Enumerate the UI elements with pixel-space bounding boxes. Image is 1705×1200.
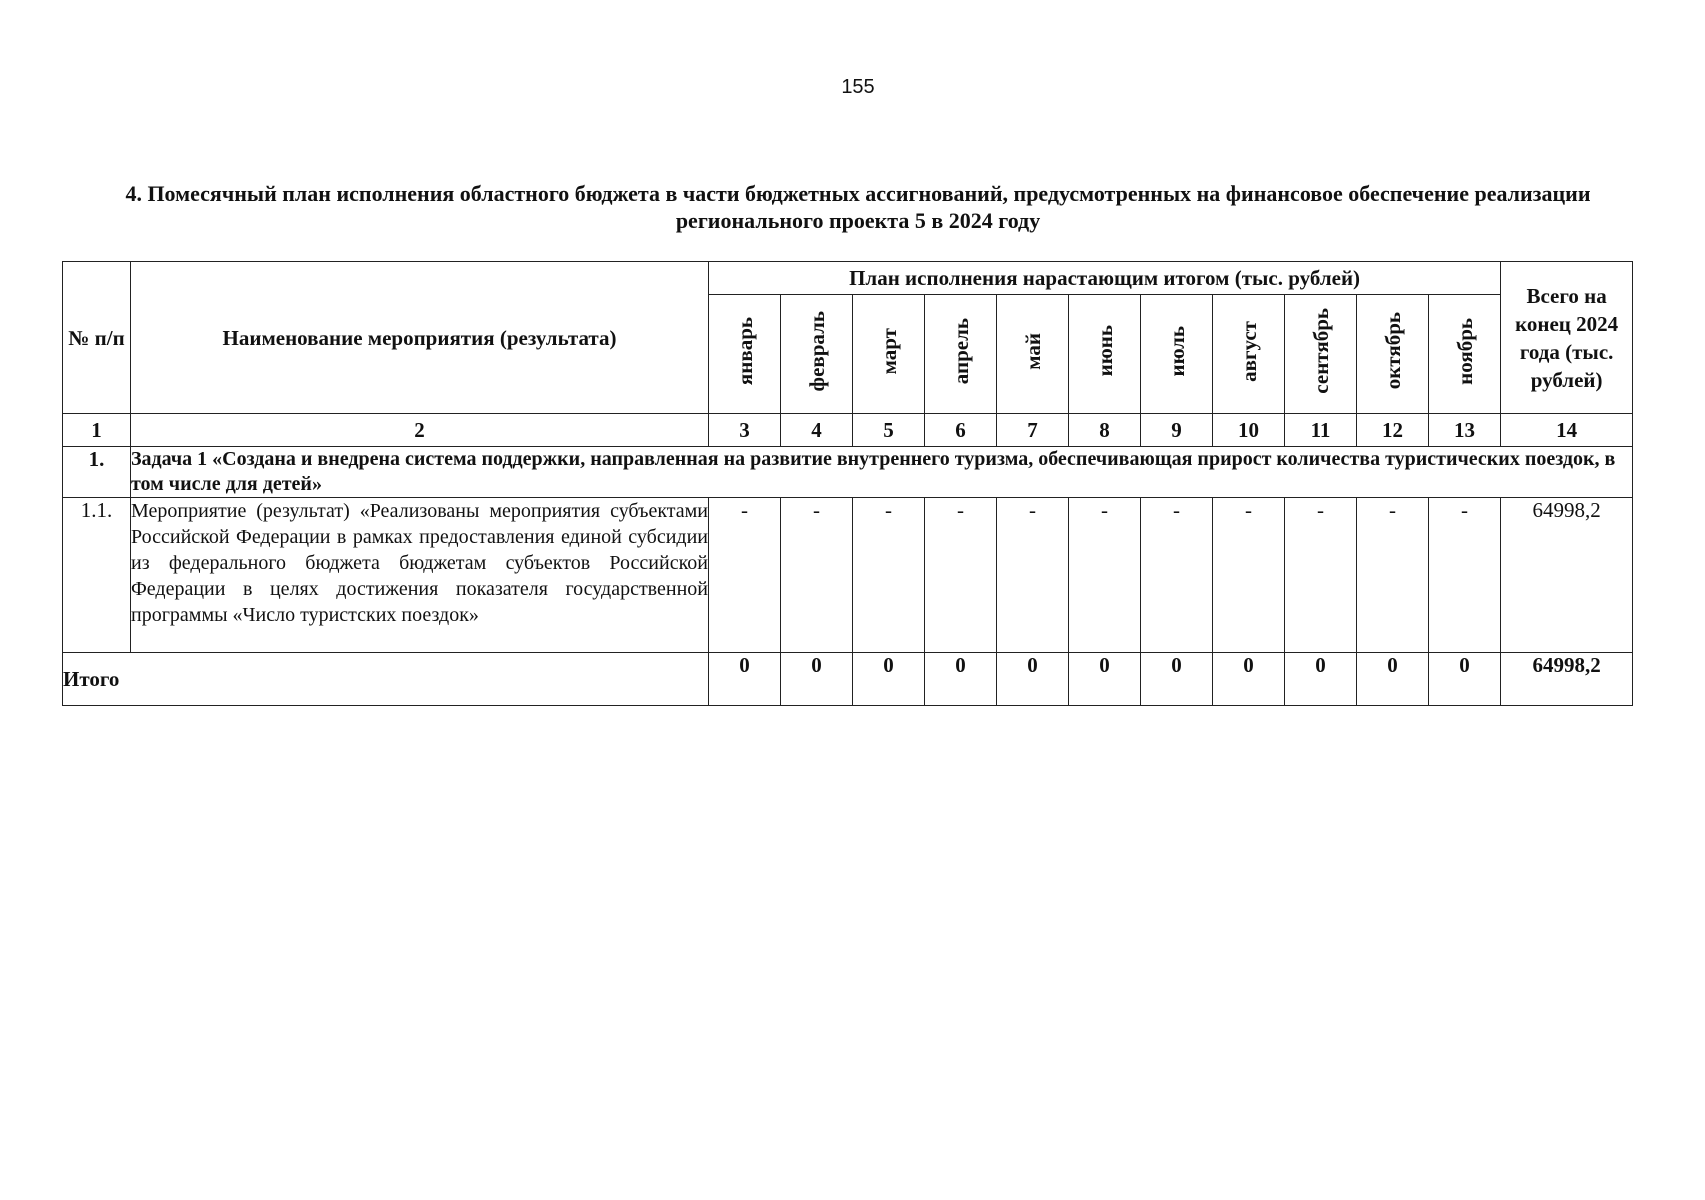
header-name: Наименование мероприятия (результата) [131, 262, 709, 414]
column-number-cell: 4 [781, 414, 853, 447]
totals-row [63, 653, 1633, 706]
item-month-value: - [709, 498, 781, 653]
task-number: 1. [63, 447, 131, 498]
item-row [63, 498, 1633, 653]
item-month-value: - [1357, 498, 1429, 653]
item-month-value: - [1141, 498, 1213, 653]
item-month-value: - [1285, 498, 1357, 653]
month-header-cell [781, 295, 853, 414]
totals-label: Итого [63, 653, 709, 706]
column-number-cell: 2 [131, 414, 709, 447]
item-month-value: - [997, 498, 1069, 653]
totals-month-value: 0 [1069, 653, 1141, 706]
month-header-cell [709, 295, 781, 414]
column-number-cell: 3 [709, 414, 781, 447]
month-header-cell [1429, 295, 1501, 414]
month-header-cell [1069, 295, 1141, 414]
totals-month-value: 0 [1429, 653, 1501, 706]
totals-month-value: 0 [925, 653, 997, 706]
month-header-cell [1357, 295, 1429, 414]
item-text: Мероприятие (результат) «Реализованы мероприятия субъектами Российской Федерации в рамках предоставления единой субсидии из федерального бюджета бюджетам субъектов Российской Федерации в целях достижения показателя государственной программы «Число туристских поездок» [131, 498, 709, 653]
column-number-cell: 8 [1069, 414, 1141, 447]
item-month-value: - [1429, 498, 1501, 653]
column-number-cell: 13 [1429, 414, 1501, 447]
column-number-cell: 10 [1213, 414, 1285, 447]
column-number-cell: 14 [1501, 414, 1633, 447]
page-number: 155 [841, 76, 875, 98]
month-header-cell [1213, 295, 1285, 414]
task-row [63, 447, 1633, 498]
totals-month-value: 0 [709, 653, 781, 706]
month-header-label: февраль [804, 310, 829, 392]
totals-grand-value: 64998,2 [1501, 653, 1633, 706]
totals-month-value: 0 [997, 653, 1069, 706]
header-row [63, 262, 1633, 295]
month-header-cell [1141, 295, 1213, 414]
budget-plan-table [62, 261, 1633, 706]
month-header-label: сентябрь [1308, 308, 1333, 394]
header-num: № п/п [63, 262, 131, 414]
totals-month-value: 0 [1285, 653, 1357, 706]
column-number-cell: 6 [925, 414, 997, 447]
month-header-label: октябрь [1380, 312, 1405, 390]
column-number-cell: 7 [997, 414, 1069, 447]
item-total-value: 64998,2 [1501, 498, 1633, 653]
month-header-label: апрель [948, 317, 973, 385]
item-month-value: - [1213, 498, 1285, 653]
month-header-label: март [876, 327, 901, 375]
totals-month-value: 0 [781, 653, 853, 706]
item-month-value: - [853, 498, 925, 653]
column-number-cell: 11 [1285, 414, 1357, 447]
month-header-label: июнь [1092, 325, 1117, 377]
totals-month-value: 0 [1141, 653, 1213, 706]
totals-month-value: 0 [1357, 653, 1429, 706]
month-header-cell [925, 295, 997, 414]
item-month-value: - [781, 498, 853, 653]
document-title: 4. Помесячный план исполнения областного бюджета в части бюджетных ассигнований, предусмотренных на финансовое обеспечение реализации регионального проекта 5 в 2024 году [125, 181, 1591, 233]
column-numbers-row [63, 414, 1633, 447]
item-month-value: - [925, 498, 997, 653]
item-month-value: - [1069, 498, 1141, 653]
month-header-cell [853, 295, 925, 414]
column-number-cell: 5 [853, 414, 925, 447]
totals-month-value: 0 [1213, 653, 1285, 706]
month-header-cell [1285, 295, 1357, 414]
column-number-cell: 1 [63, 414, 131, 447]
month-header-label: июль [1164, 325, 1189, 377]
totals-month-value: 0 [853, 653, 925, 706]
month-header-label: ноябрь [1452, 317, 1477, 385]
month-header-label: май [1020, 332, 1045, 370]
header-plan-group: План исполнения нарастающим итогом (тыс. рублей) [709, 262, 1501, 295]
item-number: 1.1. [63, 498, 131, 653]
column-number-cell: 12 [1357, 414, 1429, 447]
column-number-cell: 9 [1141, 414, 1213, 447]
task-text: Задача 1 «Создана и внедрена система поддержки, направленная на развитие внутреннего туризма, обеспечивающая прирост количества туристических поездок, в том числе для детей» [131, 447, 1633, 498]
month-header-label: январь [732, 316, 757, 386]
month-header-label: август [1236, 320, 1261, 382]
header-total: Всего на конец 2024 года (тыс. рублей) [1501, 262, 1633, 414]
month-header-cell [997, 295, 1069, 414]
